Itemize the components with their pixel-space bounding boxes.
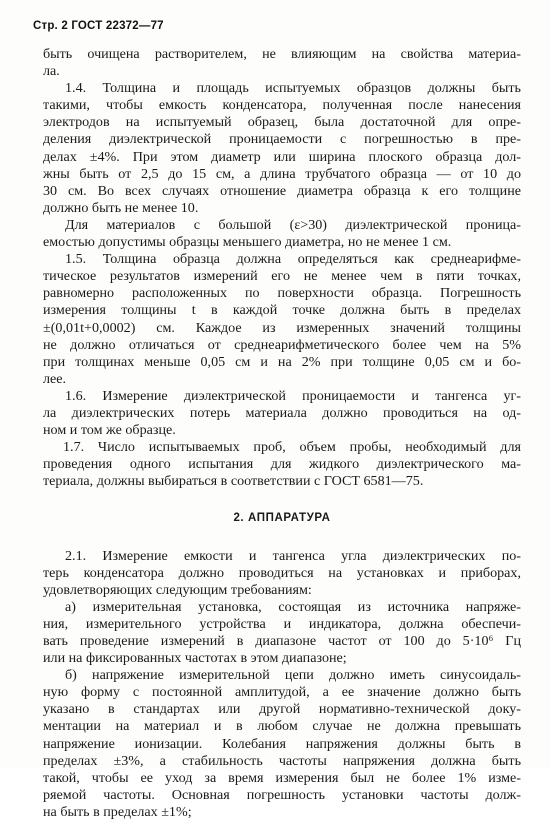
text-line: указано в стандартах или другой нормативно-технической доку- <box>43 701 521 718</box>
text-line: удовлетворяющих следующим требованиям: <box>43 581 312 598</box>
text-line: делах ±4%. При этом диаметр или ширина плоского образца дол- <box>43 148 521 165</box>
paragraph-1-4 <box>43 80 521 217</box>
text-line: такой, чтобы ее уход за время измерения был не более 1% изме- <box>43 769 521 786</box>
text-line: пределах ±3%, а стабильность частоты напряжения должна быть <box>43 752 521 769</box>
text-line: на быть в пределах ±1%; <box>43 803 192 820</box>
text-line: а) измерительная установка, состоящая из источника напряже- <box>65 598 521 615</box>
text-line: ном и том же образце. <box>43 422 176 439</box>
text-line: вать проведение измерений в диапазоне частот от 100 до 5·10⁶ Гц <box>43 633 521 649</box>
text-line: 1.6. Измерение диэлектрической проницаемости и тангенса уг- <box>65 387 521 404</box>
text-line: ную форму с постоянной амплитудой, а ее значение должно быть <box>43 684 521 701</box>
text-line: 1.4. Толщина и площадь испытуемых образцов должны быть <box>65 80 521 97</box>
text-line: ла. <box>43 63 60 80</box>
text-line: 2.1. Измерение емкости и тангенса угла диэлектрических по- <box>65 547 521 564</box>
text-line: терь конденсатора должно проводиться на установках и приборах, <box>43 564 521 581</box>
page-header: Стр. 2 ГОСТ 22372—77 <box>33 20 164 32</box>
text-line: ±(0,01t+0,0002) см. Каждое из измеренных значений толщины <box>43 319 521 336</box>
text-line: териала, должны выбираться в соответствии с ГОСТ 6581—75. <box>43 473 424 490</box>
paragraph-1-5 <box>43 251 521 388</box>
text-line: жны быть от 2,5 до 15 см, а длина трубчатого образца — от 10 до <box>43 165 521 182</box>
text-line: ряемой частоты. Основная погрешность установки частоты долж- <box>43 786 521 803</box>
section-heading: 2. АППАРАТУРА <box>233 512 331 525</box>
text-line: равномерно расположенных по поверхности образца. Погрешность <box>43 285 521 302</box>
paragraph-continuation <box>43 46 521 80</box>
paragraph-high-permittivity <box>43 217 521 251</box>
text-line: измерения толщины t в каждой точке должна быть в пределах <box>43 302 521 319</box>
text-line: деления диэлектрической проницаемости с погрешностью в пре- <box>43 131 521 148</box>
text-line: ментации на материал и в любом случае не должна превышать <box>43 718 521 735</box>
text-line: Для материалов с большой (ε>30) диэлектрической проница- <box>65 216 521 233</box>
text-line: ла диэлектрических потерь материала должно проводиться на од- <box>43 404 521 421</box>
paragraph-2-1 <box>43 548 521 599</box>
paragraph-1-6 <box>43 388 521 439</box>
text-line: емостью допустимы образцы меньшего диаметра, но не менее 1 см. <box>43 234 452 251</box>
text-line: 1.5. Толщина образца должна определяться как среднеарифме- <box>65 251 521 268</box>
document-body <box>43 46 521 821</box>
list-item-a <box>43 599 521 667</box>
text-line: лее. <box>43 370 67 387</box>
text-line: 30 см. Во всех случаях отношение диаметра образца к его толщине <box>43 182 521 199</box>
text-line: тическое результатов измерений его не менее чем в пяти точках, <box>43 268 521 285</box>
text-line: быть очищена растворителем, не влияющим на свойства материа- <box>43 46 521 62</box>
text-line: б) напряжение измерительной цепи должно иметь синусоидаль- <box>65 667 521 684</box>
list-item-b <box>43 667 521 821</box>
text-line: при толщинах меньше 0,05 см и на 2% при толщине 0,05 см и бо- <box>43 353 521 370</box>
paragraph-1-7 <box>43 439 521 490</box>
text-line: или на фиксированных частотах в этом диапазоне; <box>43 650 347 667</box>
text-line: 1.7. Число испытываемых проб, объем пробы, необходимый для <box>63 439 521 456</box>
text-line: напряжение ионизации. Колебания напряжения должны быть в <box>43 735 521 752</box>
text-line: не должно отличаться от среднеарифметического более чем на 5% <box>43 336 521 353</box>
text-line: ния, измерительного устройства и индикатора, должна обеспечи- <box>43 615 521 632</box>
text-line: должно быть не менее 10. <box>43 199 199 216</box>
text-line: электродов на испытуемый образец, была достаточной для опре- <box>43 114 521 131</box>
text-line: такими, чтобы емкость конденсатора, полученная после нанесения <box>43 97 521 114</box>
text-line: проведения одного испытания для жидкого диэлектрического ма- <box>43 456 521 473</box>
